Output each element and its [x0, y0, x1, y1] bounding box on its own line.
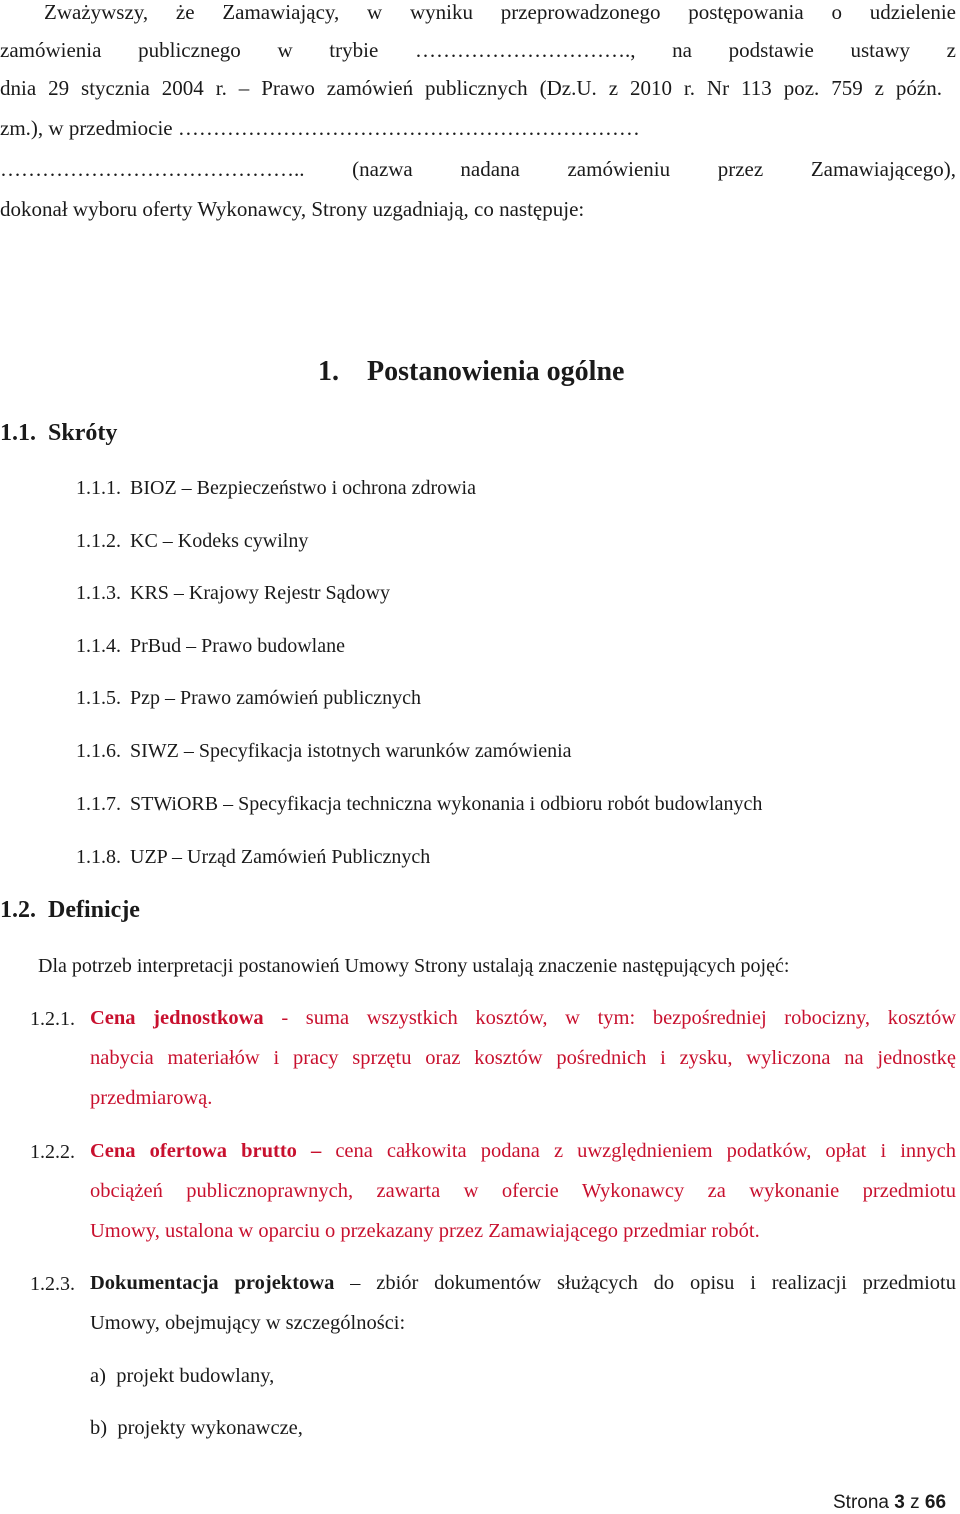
definition-line: Umowy, obejmujący w szczególności: [90, 1312, 406, 1334]
list-item: 1.1.2. KC – Kodeks cywilny [76, 530, 309, 552]
subsection-heading-definitions: 1.2. Definicje [0, 897, 140, 923]
definition-term: Cena jednostkowa [90, 1007, 264, 1029]
intro-line-4: zm.), w przedmiocie ………………………………………………………… [0, 116, 640, 140]
list-item: 1.1.3. KRS – Krajowy Rejestr Sądowy [76, 582, 390, 604]
list-item: 1.1.1. BIOZ – Bezpieczeństwo i ochrona zdrowia [76, 477, 476, 499]
list-item: 1.1.5. Pzp – Prawo zamówień publicznych [76, 687, 422, 709]
page-number-footer: Strona 3 z 66 [833, 1492, 947, 1513]
definition-term: Cena ofertowa brutto – [90, 1140, 322, 1162]
intro-line-2: zamówienia publicznego w trybie …………………………., na podstawie ustawy z [0, 38, 956, 62]
definition-line: obciążeń publicznoprawnych, zawarta w ofercie Wykonawcy za wykonanie przedmiotu [90, 1180, 956, 1202]
definition-line: Umowy, ustalona w oparciu o przekazany przez Zamawiającego przedmiar robót. [90, 1220, 760, 1242]
intro-line-5: …………………………………….. (nazwa nadana zamówieniu przez Zamawiającego), [0, 157, 956, 181]
intro-line-3: dnia 29 stycznia 2004 r. – Prawo zamówień publicznych (Dz.U. z 2010 r. Nr 113 poz. 759 z późn. [0, 76, 942, 100]
intro-line-6: dokonał wyboru oferty Wykonawcy, Strony uzgadniają, co następuje: [0, 197, 585, 221]
definition-number: 1.2.1. [30, 1008, 75, 1030]
sub-list-item: b) projekty wykonawcze, [90, 1417, 303, 1439]
list-item: 1.1.7. STWiORB – Specyfikacja techniczna wykonania i odbioru robót budowlanych [76, 793, 763, 815]
definition-line: Cena jednostkowa - suma wszystkich kosztów, w tym: bezpośredniej robocizny, kosztów [90, 1007, 957, 1029]
definitions-intro: Dla potrzeb interpretacji postanowień Umowy Strony ustalają znaczenie następujących pojęć: [38, 955, 790, 977]
definition-number: 1.2.3. [30, 1273, 75, 1295]
definition-line: przedmiarową. [90, 1087, 213, 1109]
definition-number: 1.2.2. [30, 1141, 75, 1163]
definition-line: Dokumentacja projektowa – zbiór dokumentów służących do opisu i realizacji przedmiotu [90, 1272, 957, 1294]
list-item: 1.1.6. SIWZ – Specyfikacja istotnych warunków zamówienia [76, 740, 572, 762]
intro-line-1: Zważywszy, że Zamawiający, w wyniku przeprowadzonego postępowania o udzielenie [44, 0, 956, 24]
sub-list-item: a) projekt budowlany, [90, 1365, 275, 1387]
list-item: 1.1.4. PrBud – Prawo budowlane [76, 635, 345, 657]
definition-line: Cena ofertowa brutto – cena całkowita podana z uwzględnieniem podatków, opłat i innych [90, 1140, 957, 1162]
subsection-heading-abbreviations: 1.1. Skróty [0, 420, 118, 446]
definition-line: nabycia materiałów i pracy sprzętu oraz kosztów pośrednich i zysku, wyliczona na jednostkę [90, 1047, 956, 1069]
definition-term: Dokumentacja projektowa [90, 1272, 335, 1294]
list-item: 1.1.8. UZP – Urząd Zamówień Publicznych [76, 846, 431, 868]
section-title: 1. Postanowienia ogólne [318, 356, 625, 387]
